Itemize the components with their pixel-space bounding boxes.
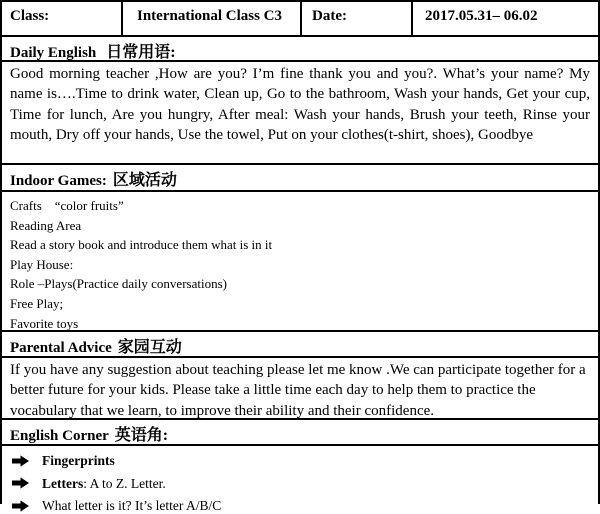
parental-advice-body: If you have any suggestion about teaching please let me know .We can participate together for a better future for your kids. Please take a little time each day to help them to practice the vocabulary that we learn, to improve their ability and their confidence. <box>2 358 598 420</box>
date-label: Date: <box>302 2 413 35</box>
list-item: Play House: <box>10 256 74 272</box>
list-item: Crafts “color fruits” <box>10 198 124 213</box>
indoor-games-title-en: Indoor Games: <box>10 173 107 189</box>
arrow-right-icon <box>12 477 29 489</box>
bullet-text: Letters: A to Z. Letter. <box>42 475 166 491</box>
english-corner-title <box>2 420 598 446</box>
english-corner-title-en: English Corner <box>10 428 109 444</box>
daily-english-title <box>2 37 598 62</box>
arrow-right-icon <box>12 455 29 467</box>
daily-english-body: Good morning teacher ,How are you? I’m fine thank you and you?. What’s your name? My name is….Time to drink water, Clean up, Go to the bathroom, Wash your hands, Get your cup, Time for lunch, Are you hungry, After meal: Wash your hands, Brush your teeth, Rinse your mouth, Dry off your hands, Use the towel, Put on your clothes(t-shirt, shoes), Goodbye <box>2 62 598 165</box>
bullet-text: Fingerprints <box>42 453 115 468</box>
list-item: Favorite toys <box>10 315 79 331</box>
list-item: Reading Area <box>10 217 82 233</box>
english-corner-title-zh: 英语角: <box>114 427 169 444</box>
date-value: 2017.05.31– 06.02 <box>425 8 538 24</box>
list-item: Read a story book and introduce them what is in it <box>10 237 273 253</box>
parental-advice-title-en: Parental Advice <box>10 340 112 356</box>
indoor-games-title-zh: 区域活动 <box>112 172 177 189</box>
class-label: Class: <box>2 2 123 35</box>
daily-english-title-en: Daily English <box>10 45 97 61</box>
indoor-games-title <box>2 165 598 192</box>
list-item <box>12 497 590 514</box>
list-item <box>12 475 590 492</box>
class-value: International Class C3 <box>123 2 302 35</box>
list-item <box>12 452 590 469</box>
bullet-text: What letter is it? It’s letter A/B/C <box>42 498 222 513</box>
parental-advice-title-zh: 家园互动 <box>117 339 182 356</box>
parental-advice-title <box>2 332 598 358</box>
header-row <box>2 2 598 37</box>
indoor-games-list <box>2 192 598 332</box>
arrow-right-icon <box>12 500 29 512</box>
list-item: Role –Plays(Practice daily conversations) <box>10 276 227 292</box>
daily-english-title-zh: 日常用语: <box>106 44 176 61</box>
list-item: Free Play; <box>10 295 64 311</box>
english-corner-list <box>2 446 598 513</box>
